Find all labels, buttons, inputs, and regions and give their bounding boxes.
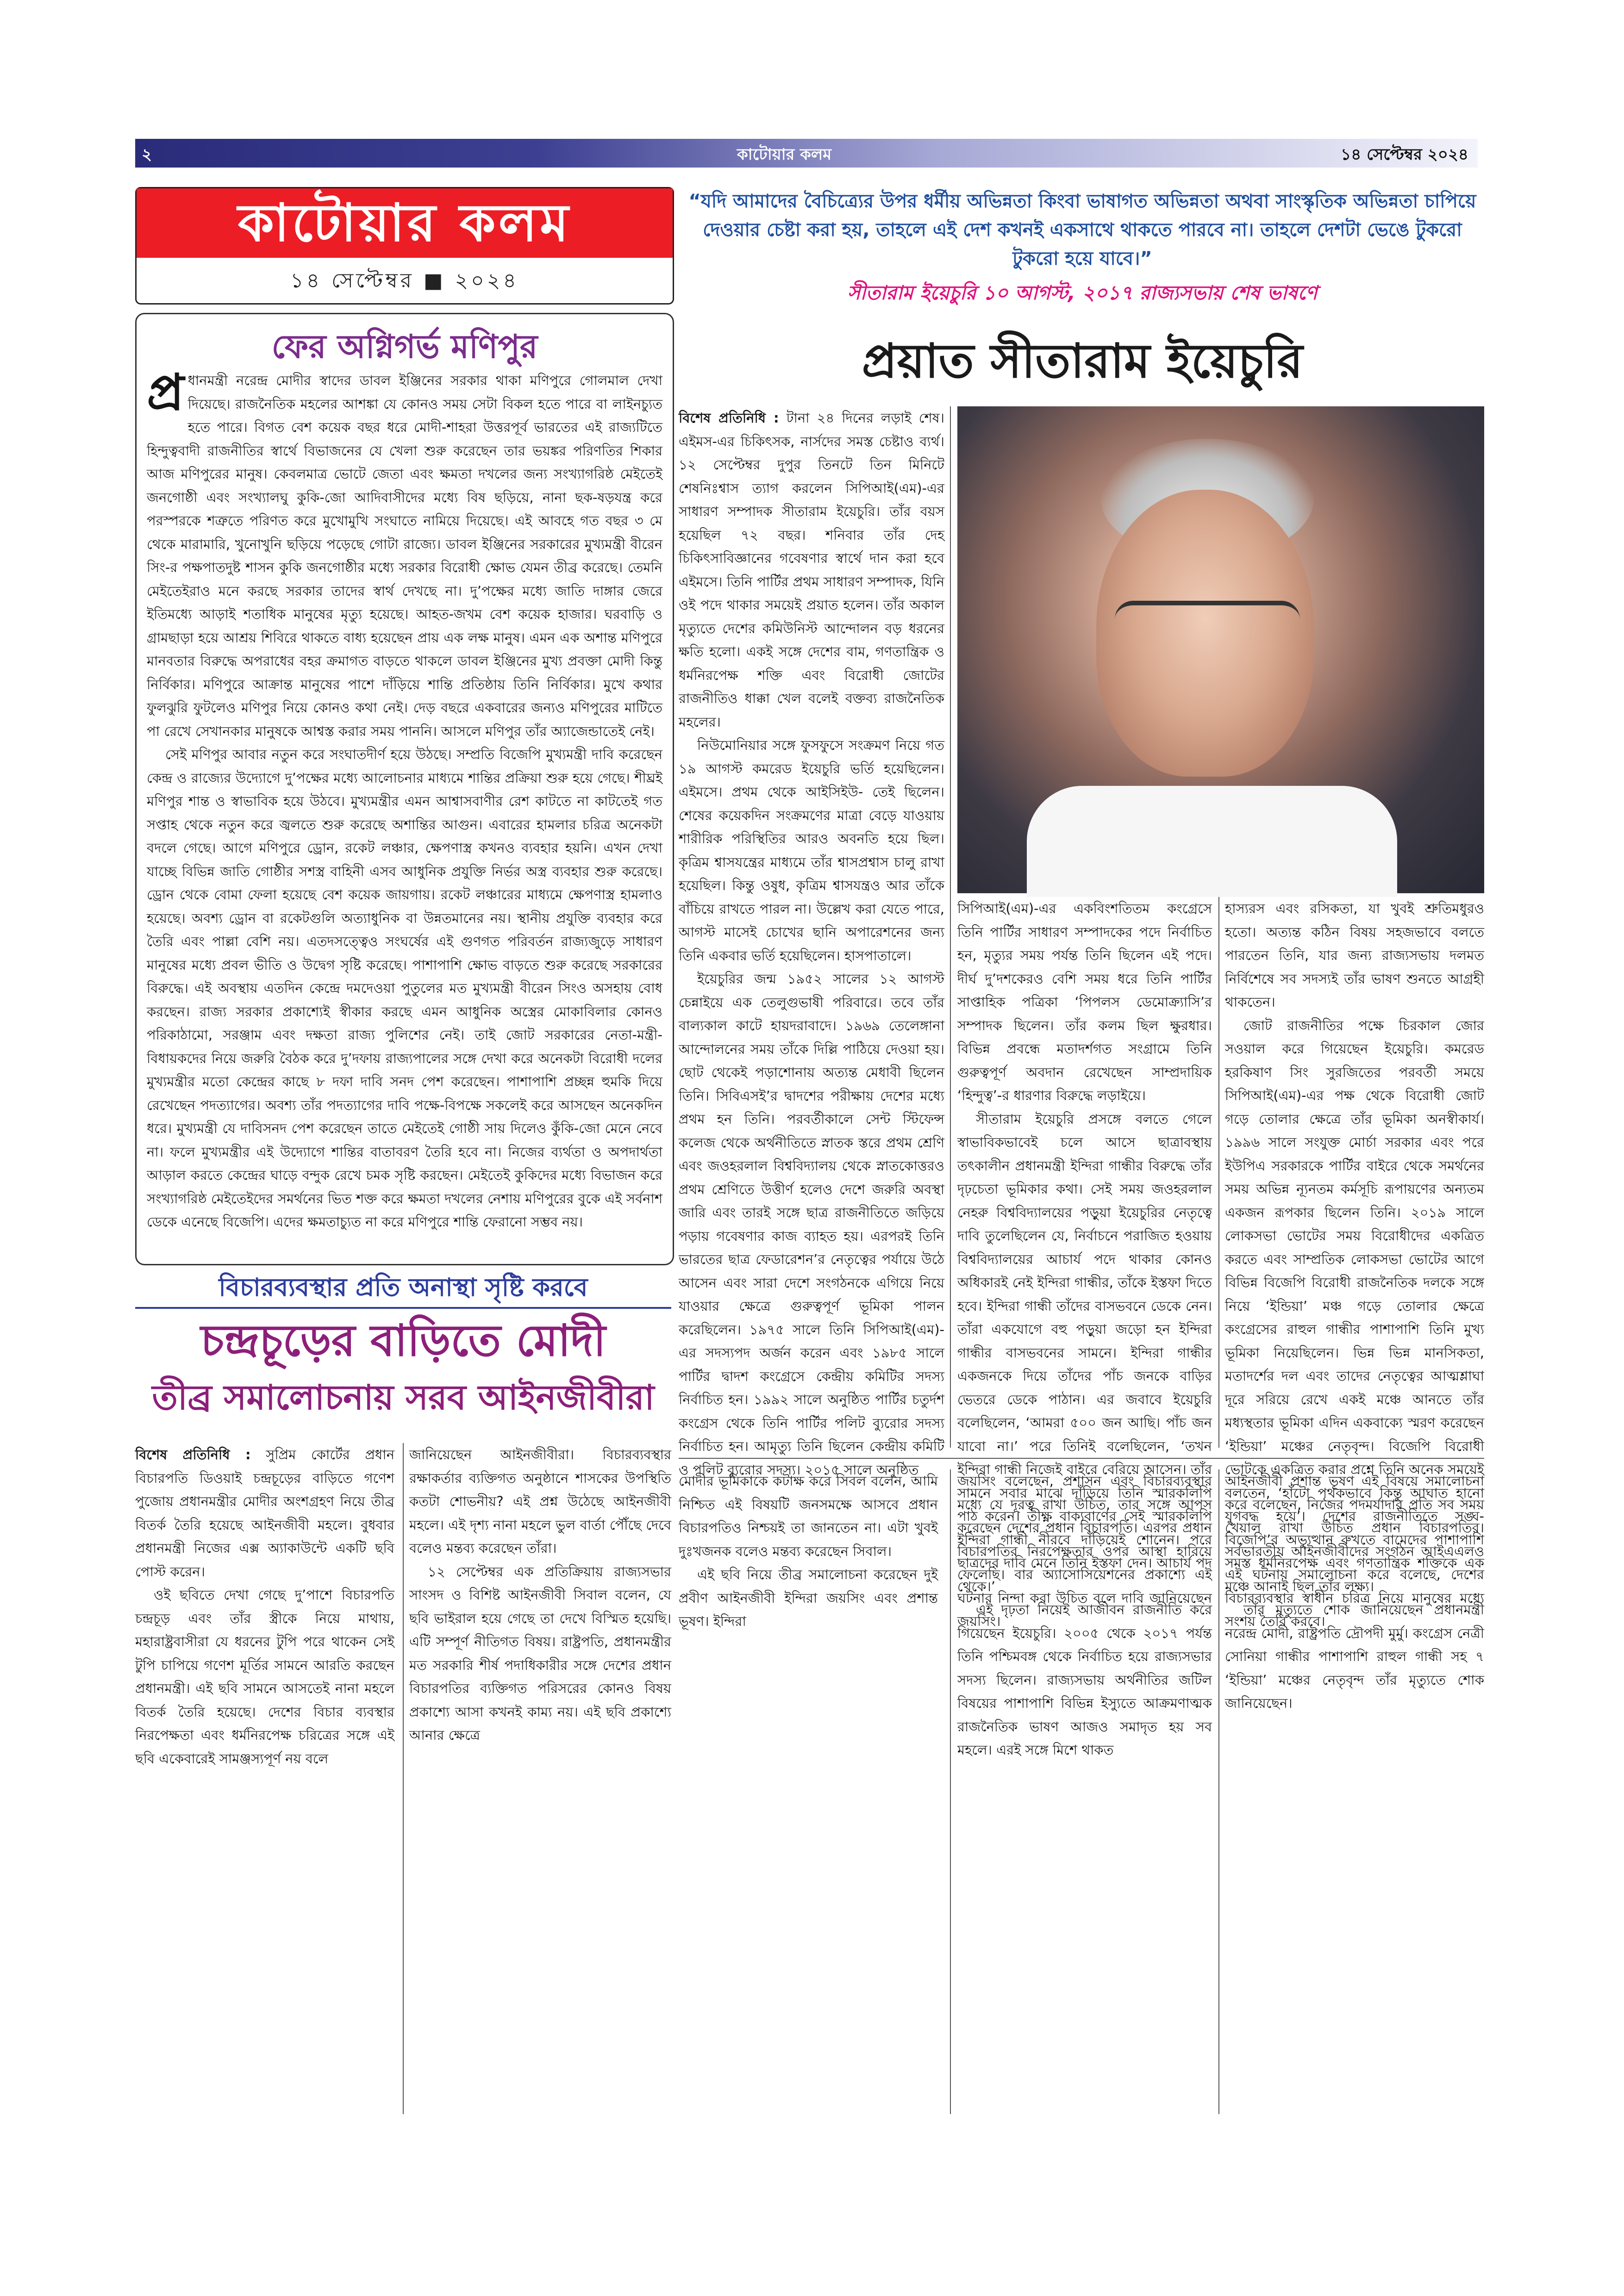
- yechury-byline: বিশেষ প্রতিনিধি :: [679, 410, 779, 426]
- column-rule: [950, 1469, 951, 2114]
- modi-paragraph: মোদীর ভূমিকাকে কটাক্ষ করে সিবল বলেন, আমি নিশ্চিত এই বিষয়টি জনসমক্ষে আসবে প্রধান বিচারপতিও নিশ্চয়ই তা জানতেন না। এটা খুবই দুঃখজনক বলেও মন্তব্য করেছেন সিবাল।: [679, 1473, 938, 1559]
- header-band: [135, 139, 1478, 168]
- quote-attribution: সীতারাম ইয়েচুরি ১০ আগস্ট, ২০১৭ রাজ্যসভায় শেষ ভাষণে: [847, 281, 1318, 304]
- modi-kicker: বিচারব্যবস্থার প্রতি অনাস্থা সৃষ্টি করবে: [219, 1273, 588, 1302]
- editorial-box: [135, 313, 674, 1265]
- editorial-paragraph: সেই মণিপুর আবার নতুন করে সংঘাতদীর্ণ হয়ে উঠছে। সম্প্রতি বিজেপি মুখ্যমন্ত্রী দাবি করেছেন কেন্দ্র ও রাজ্যের উদ্যোগে দু’পক্ষের মধ্যে আলোচনার মাধ্যমে শান্তির প্রক্রিয়া শুরু হয়ে গেছে। শীঘ্রই মণিপুর শান্ত ও স্বাভাবিক হয়ে উঠবে। মুখ্যমন্ত্রীর এমন আশ্বাসবাণীর রেশ কাটতে না কাটতেই গত সপ্তাহ থেকে নতুন করে জ্বলতে শুরু করেছে অশান্তির আগুন। এবারের হামলার চরিত্র অনেকটা বদলে গেছে। আগে মণিপুরে ড্রোন, রকেট লঞ্চার, ক্ষেপণাস্ত্র কখনও ব্যবহার হয়নি। এখন দেখা যাচ্ছে বিভিন্ন জাতি গোষ্ঠীর সশস্ত্র বাহিনী এসব আধুনিক প্রযুক্তি নির্ভর অস্ত্র ব্যবহার শুরু করেছে। ড্রোন থেকে বোমা ফেলা হয়েছে বেশ কয়েক জায়গায়। রকেট লঞ্চারের মাধ্যমে ক্ষেপণাস্ত্র হামলাও হয়েছে। অবশ্য ড্রোন বা রকেটগুলি অত্যাধুনিক বা উন্নতমানের নয়। স্থানীয় প্রযুক্তি ব্যবহার করে তৈরি এবং পাল্লা বেশি নয়। এতদসত্ত্বেও সংঘর্ষের এই গুণগত পরিবর্তন রাজ্যজুড়ে সাধারণ মানুষের মধ্যে প্রবল ভীতি ও উদ্বেগ সৃষ্টি করেছে। পাশাপাশি ক্ষোভ বাড়তে শুরু করেছে সরকারের বিরুদ্ধে। এই অবস্থায় এতদিন কেন্দ্রে দমদেওয়া পুতুলের মত মুখ্যমন্ত্রী বীরেন সিংও অসহায় বোধ করছেন। রাজ্য সরকার প্রকাশ্যেই স্বীকার করছে এমন আধুনিক অস্ত্রের মোকাবিলার কোনও পরিকাঠামো, সরঞ্জাম এবং দক্ষতা রাজ্য পুলিশের নেই। তাই জোট সরকারের নেতা-মন্ত্রী- বিধায়কদের নিয়ে জরুরি বৈঠক করে দু’দফায় রাজ্যপালের সঙ্গে দেখা করে অনেকটা বিরোধী দলের মুখ্যমন্ত্রীর মতো কেন্দ্রের কাছে ৮ দফা দাবি সনদ পেশ করেছেন। পাশাপাশি প্রচ্ছন্ন হুমকি দিয়ে রেখেছেন পদত্যাগের। অবশ্য তাঁর পদত্যাগের দাবি পক্ষে-বিপক্ষে সকলেই করে আসছেন অনেকদিন ধরে। মুখ্যমন্ত্রী যে দাবিসনদ পেশ করেছেন তাতে মেইতেই গোষ্ঠী সায় দিলেও কুঁকি-জো মেনে নেবে না। ফলে মুখ্যমন্ত্রীর এই উদ্যোগে শান্তির বাতাবরণ তৈরি হবে না। নিজের ব্যর্থতা ও অপদার্থতা আড়াল করতে কেন্দ্রের ঘাড়ে বন্দুক রেখে চমক সৃষ্টি করছেন। মেইতেই কুকিদের মধ্যে বিভাজন করে সংখ্যাগরিষ্ঠ মেইতেইদের সমর্থনের ভিত শক্ত করে ক্ষমতা দখলের নেশায় মণিপুরের বুকে এই সর্বনাশ ডেকে এনেছে বিজেপি। এদের ক্ষমতাচ্যুত না করে মণিপুরে শান্তি ফেরানো সম্ভব নয়।: [147, 747, 662, 1230]
- modi-column-1: [135, 1443, 394, 2114]
- modi-paragraph: এই ছবি নিয়ে তীব্র সমালোচনা করেছেন দুই প্রবীণ আইনজীবী ইন্দিরা জয়সিং এবং প্রশান্ত ভূষণ। ইন্দিরা: [679, 1567, 938, 1629]
- modi-paragraph: জয়সিং বলেছেন, প্রশাসন এবং বিচারব্যবস্থার মধ্যে যে দূরত্ব রাখা উচিত, তার সঙ্গে আপস করেছেন দেশের প্রধান বিচারপতি। এরপর প্রধান বিচারপতির নিরপেক্ষতার ওপর আস্থা হারিয়ে ফেলেছি। বার অ্যাসোসিয়েশনের প্রকাশ্যে এই ঘটনার নিন্দা করা উচিত বলে দাবি জানিয়েছেন জয়সিং।: [957, 1473, 1212, 1629]
- yechury-paragraph: বিশেষ প্রতিনিধি : টানা ২৪ দিনের লড়াই শেষ। এইমস-এর চিকিৎসক, নার্সদের সমস্ত চেষ্টাও ব্যর্থ। ১২ সেপ্টেম্বর দুপুর তিনটে তিন মিনিটে শেষনিঃশ্বাস ত্যাগ করলেন সিপিআই(এম)-এর সাধারণ সম্পাদক সীতারাম ইয়েচুরি। তাঁর বয়স হয়েছিল ৭২ বছর। শনিবার তাঁর দেহ চিকিৎসাবিজ্ঞানের গবেষণার স্বার্থে দান করা হবে এইমসে। তিনি পার্টির প্রথম সাধারণ সম্পাদক, যিনি ওই পদে থাকার সময়েই প্রয়াত হলেন। তাঁর অকাল মৃত্যুতে দেশের কমিউনিস্ট আন্দোলন বড় ধরনের ক্ষতি হলো। একই সঙ্গে দেশের বাম, গণতান্ত্রিক ও ধর্মনিরপেক্ষ শক্তি এবং বিরোধী জোটের রাজনীতিও ধাক্কা খেল বলেই বক্তব্য রাজনৈতিক মহলের।: [679, 410, 945, 730]
- header-date: ১৪ সেপ্টেম্বর ২০২৪: [1341, 145, 1468, 164]
- modi-headline: চন্দ্রচূড়ের বাড়িতে মোদী: [200, 1316, 606, 1366]
- editorial-paragraph: প্র ধানমন্ত্রী নরেন্দ্র মোদীর স্বাদের ডাবল ইঞ্জিনের সরকার থাকা মণিপুরে গোলমাল দেখা দিয়েছে। রাজনৈতিক মহলের আশঙ্কা যে কোনও সময় সেটা বিকল হতে পারে বা লাইনচ্যুত হতে পারে। বিগত বেশ কয়েক বছর ধরে মোদী-শাহরা উত্তরপূর্ব ভারতের এই রাজ্যটিতে হিন্দুত্ববাদী রাজনীতির স্বার্থে বিভাজনের যে খেলা শুরু করেছেন তার ভয়ঙ্কর পরিণতির শিকার আজ মণিপুরের মানুষ। কেবলমাত্র ভোটে জেতা এবং ক্ষমতা দখলের জন্য সংখ্যাগরিষ্ঠ মেইতেই জনগোষ্ঠী এবং সংখ্যালঘু কুকি-জো আদিবাসীদের মধ্যে বিষ ছড়িয়ে, নানা ছক-ষড়যন্ত্র করে পরস্পরকে শত্রুতে পরিণত করে মুখোমুখি সংঘাতে নামিয়ে দিয়েছে। এই আবহে গত বছর ৩ মে থেকে মারামারি, খুনোখুনি ছড়িয়ে পড়েছে গোটা রাজ্যে। ডাবল ইঞ্জিনের সরকারের মুখ্যমন্ত্রী বীরেন সিং-র পক্ষপাতদুষ্ট শাসন কুকি জনগোষ্ঠীর মধ্যে সরকার বিরোধী ক্ষোভ যেমন তীব্র করেছে। তেমনি মেইতেইরাও মনে করছে সরকার তাদের স্বার্থ দেখছে না। দু’পক্ষের মধ্যে জাতি দাঙ্গার জেরে ইতিমধ্যে আড়াই শতাধিক মানুষের মৃত্যু হয়েছে। আহত-জখম বেশ কয়েক হাজার। ঘরবাড়ি ও গ্রামছাড়া হয়ে আশ্রয় শিবিরে থাকতে বাধ্য হয়েছেন প্রায় এক লক্ষ মানুষ। এমন এক অশান্ত মণিপুরে মানবতার বিরুদ্ধে অপরাধের বহর ক্রমাগত বাড়তে থাকলে ডাবল ইঞ্জিনের মুখ্য প্রবক্তা মোদী কিন্তু নির্বিকার। মণিপুরে আক্রান্ত মানুষের পাশে দাঁড়িয়ে শান্তি প্রতিষ্ঠায় তিনি নির্বিকার। মুখে কথার ফুলঝুরি ফুটলেও মণিপুর নিয়ে কোনও কথা নেই। দেড় বছরে একবারের জন্যও মণিপুরের মাটিতে পা রেখে সেখানকার মানুষকে আশ্বস্ত করার সময় পাননি। আসলে মণিপুর তাঁর অ্যাজেন্ডাতেই নেই।: [147, 364, 662, 739]
- yechury-column-1: [679, 406, 945, 1478]
- yechury-photo: [957, 406, 1484, 893]
- masthead: [135, 187, 674, 305]
- masthead-date: ১৪ সেপ্টেম্বর ■ ২০২৪: [290, 269, 519, 292]
- modi-paragraph: ওই ছবিতে দেখা গেছে দু’পাশে বিচারপতি চন্দ্রচূড় এবং তাঁর স্ত্রীকে নিয়ে মাথায়, মহারাষ্ট্রবাসীরা যে ধরনের টুপি পরে থাকেন সেই টুপি চাপিয়ে গণেশ মূর্তির সামনে আরতি করছেন প্রধানমন্ত্রী। এই ছবি সামনে আসতেই নানা মহলে বিতর্ক তৈরি হয়েছে। দেশের বিচার ব্যবস্থার নিরপেক্ষতা এবং ধর্মনিরপেক্ষ চরিত্রের সঙ্গে এই ছবি একেবারেই সামঞ্জস্যপূর্ণ নয় বলে: [135, 1587, 394, 1767]
- modi-paragraph: আইনজীবী প্রশান্ত ভূষণ এই বিষয়ে সমালোচনা করে বলেছেন, নিজের পদমর্যাদার প্রতি সব সময় খেয়াল রাখা উচিত প্রধান বিচারপতির। সর্বভারতীয় আইনজীবীদের সংগঠন আইএএলও এই ঘটনায় সমালোচনা করে বলেছে, দেশের বিচারব্যবস্থার স্বাধীন চরিত্র নিয়ে মানুষের মধ্যে সংশয় তৈরি করবে।: [1225, 1473, 1484, 1629]
- modi-column-5: [1225, 1469, 1484, 2114]
- column-rule: [1218, 897, 1219, 1448]
- yechury-paragraph: নিউমোনিয়ার সঙ্গে ফুসফুসে সংক্রমণ নিয়ে গত ১৯ আগস্ট কমরেড ইয়েচুরি ভর্তি হয়েছিলেন। এইমসে। প্রথম থেকে আইসিইউ- তেই ছিলেন। শেষের কয়েকদিন সংক্রমণের মাত্রা বেড়ে যাওয়ায় শারীরিক পরিস্থিতির আরও অবনতি হয়ে ছিল। কৃত্রিম শ্বাসযন্ত্রের মাধ্যমে তাঁর শ্বাসপ্রশ্বাস চালু রাখা হয়েছিল। কিন্তু ওষুধ, কৃত্রিম শ্বাসযন্ত্রও আর তাঁকে বাঁচিয়ে রাখতে পারল না। উল্লেখ করা যেতে পারে, আগস্ট মাসেই চোখের ছানি অপারেশনের জন্য তিনি একবার ভর্তি হয়েছিলেন। হাসপাতালে।: [679, 737, 944, 964]
- quote-box: [681, 187, 1484, 326]
- yechury-paragraph: এই দৃঢ়তা নিয়েই আজীবন রাজনীতি করে গিয়েছেন ইয়েচুরি। ২০০৫ থেকে ২০১৭ পর্যন্ত তিনি পশ্চিমবঙ্গ থেকে নির্বাচিত হয়ে রাজ্যসভার সদস্য ছিলেন। রাজ্যসভায় অর্থনীতির জটিল বিষয়ের পাশাপাশি বিভিন্ন ইস্যুতে আক্রমণাত্মক রাজনৈতিক ভাষণ আজও সমাদৃত হয় সব মহলে। এরই সঙ্গে মিশে থাকত: [957, 1602, 1212, 1758]
- column-rule: [1218, 1469, 1219, 2114]
- modi-byline: বিশেষ প্রতিনিধি :: [135, 1447, 251, 1462]
- modi-column-2: [409, 1443, 671, 2114]
- modi-column-3: [679, 1469, 938, 2114]
- editorial-dropcap: প্র: [147, 364, 184, 422]
- editorial-body: [147, 364, 662, 1253]
- header-paper-name: কাটোয়ার কলম: [737, 145, 832, 164]
- modi-column-4: [957, 1469, 1212, 2114]
- quote-text: “যদি আমাদের বৈচিত্র্যের উপর ধর্মীয় অভিন্নতা কিংবা ভাষাগত অভিন্নতা অথবা সাংস্কৃতিক অভিন্নতা চাপিয়ে দেওয়ার চেষ্টা করা হয়, তাহলে এই দেশ কখনই একসাথে থাকতে পারবে না। তাহলে দেশটা ভেঙে টুকরো টুকরো হয়ে যাবে।”: [688, 191, 1476, 269]
- yechury-paragraph: তাঁর মৃত্যুতে শোক জানিয়েছেন প্রধানমন্ত্রী নরেন্দ্র মোদী, রাষ্ট্রপতি দ্রৌপদী মুর্মু। কংগ্রেস নেত্রী সোনিয়া গান্ধীর পাশাপাশি রাহুল গান্ধী সহ ৭ ‘ইন্ডিয়া’ মঞ্চের নেতৃবৃন্দ তাঁর মৃত্যুতে শোক জানিয়েছেন।: [1225, 1602, 1484, 1711]
- modi-paragraph: জানিয়েছেন আইনজীবীরা। বিচারব্যবস্থার রক্ষাকর্তার ব্যক্তিগত অনুষ্ঠানে শাসকের উপস্থিতি কতটা শোভনীয়? এই প্রশ্ন উঠেছে আইনজীবী মহলে। এই দৃশ্য নানা মহলে ভুল বার্তা পৌঁছে দেবে বলেও মন্তব্য করেছেন তাঁরা।: [409, 1447, 671, 1556]
- yechury-paragraph: জোট রাজনীতির পক্ষে চিরকাল জোর সওয়াল করে গিয়েছেন ইয়েচুরি। কমরেড হরকিষাণ সিং সুরজিতের পরবর্তী সময়ে সিপিআই(এম)-এর পক্ষ থেকে বিরোধী জোট গড়ে তোলার ক্ষেত্রে তাঁর ভূমিকা অনস্বীকার্য। ১৯৯৬ সালে সংযুক্ত মোর্চা সরকার এবং পরে ইউপিএ সরকারকে পার্টির বাইরে থেকে সমর্থনের সময় অভিন্ন ন্যূনতম কর্মসূচি রূপায়ণের অন্যতম একজন রূপকার ছিলেন তিনি। ২০১৯ সালে লোকসভা ভোটের সময় বিরোধীদের একত্রিত করতে এবং সাম্প্রতিক লোকসভা ভোটের আগে বিভিন্ন বিজেপি বিরোধী রাজনৈতিক দলকে সঙ্গে নিয়ে ‘ইন্ডিয়া’ মঞ্চ গড়ে তোলার ক্ষেত্রে কংগ্রেসের রাহুল গান্ধীর পাশাপাশি তিনি মুখ্য ভূমিকা নিয়েছিলেন। ভিন্ন ভিন্ন মানসিকতা, মতাদর্শের দল এবং তাদের নেতৃত্বের আত্মশ্লাঘা দূরে সরিয়ে রেখে একই মঞ্চে আনতে তাঁর মধ্যস্থতার ভূমিকা এদিন একবাক্যে স্মরণ করেছেন ‘ইন্ডিয়া’ মঞ্চের নেতৃবৃন্দ। বিজেপি বিরোধী ভোটকে একত্রিত করার প্রশ্নে তিনি অনেক সময়েই বলতেন, ‘হাঁটো পৃথকভাবে কিন্তু আঘাত হানো যুগবদ্ধ হয়ে’। দেশের রাজনীতিতে সঙ্ঘ-বিজেপি’র অভ্যুত্থান রুখতে বামেদের পাশাপাশি সমস্ত ধর্মনিরপেক্ষ এবং গণতান্ত্রিক শক্তিকে এক মঞ্চে আনাই ছিল তাঁর লক্ষ্য।: [1225, 1017, 1484, 1594]
- modi-paragraph: ১২ সেপ্টেম্বর এক প্রতিক্রিয়ায় রাজ্যসভার সাংসদ ও বিশিষ্ট আইনজীবী সিবাল বলেন, যে ছবি ভাইরাল হয়ে গেছে তা দেখে বিস্মিত হয়েছি। এটি সম্পূর্ণ নীতিগত বিষয়। রাষ্ট্রপতি, প্রধানমন্ত্রীর মত সরকারি শীর্ষ পদাধিকারীর সঙ্গে দেশের প্রধান বিচারপতির ব্যক্তিগত পরিসরের কোনও বিষয় প্রকাশ্যে আসা কখনই কাম্য নয়। এই ছবি প্রকাশ্যে আনার ক্ষেত্রে: [409, 1563, 671, 1743]
- masthead-title: কাটোয়ার কলম: [137, 188, 673, 258]
- yechury-paragraph: ইয়েচুরির জন্ম ১৯৫২ সালের ১২ আগস্ট চেন্নাইয়ে এক তেলুগুভাষী পরিবারে। তবে তাঁর বাল্যকাল কাটে হায়দরাবাদে। ১৯৬৯ তেলেঙ্গানা আন্দোলনের সময় তাঁকে দিল্লি পাঠিয়ে দেওয়া হয়। ছোট থেকেই পড়াশোনায় অত্যন্ত মেধাবী ছিলেন তিনি। সিবিএসই’র দ্বাদশের পরীক্ষায় দেশের মধ্যে প্রথম হন তিনি। পরবর্তীকালে সেন্ট স্টিফেন্স কলেজ থেকে অর্থনীতিতে স্নাতক স্তরে প্রথম শ্রেণি এবং জওহরলাল বিশ্ববিদ্যালয় থেকে স্নাতকোত্তরও প্রথম শ্রেণিতে উত্তীর্ণ হলেও দেশে জরুরি অবস্থা জারি এবং তারই সঙ্গে ছাত্র রাজনীতিতে জড়িয়ে পড়ায় গবেষণার কাজ ব্যাহত হয়। এরপরই তিনি ভারতের ছাত্র ফেডারেশন’র নেতৃত্বের পর্যায়ে উঠে আসেন এবং সারা দেশে সংগঠনকে এগিয়ে নিয়ে যাওয়ার ক্ষেত্রে গুরুত্বপূর্ণ ভূমিকা পালন করেছিলেন। ১৯৭৫ সালে তিনি সিপিআই(এম)-এর সদস্যপদ অর্জন করেন এবং ১৯৮৫ সালে পার্টির দ্বাদশ কংগ্রেসে কেন্দ্রীয় কমিটির সদস্য নির্বাচিত হন। ১৯৯২ সালে অনুষ্ঠিত পার্টির চতুর্দশ কংগ্রেস থেকে তিনি পার্টির পলিট ব্যুরোর সদস্য নির্বাচিত হন। আমৃত্যু তিনি ছিলেন কেন্দ্রীয় কমিটি ও পলিট ব্যুরোর সদস্য। ২০১৫ সালে অনুষ্ঠিত: [679, 971, 944, 1478]
- editorial-title: ফের অগ্নিগর্ভ মণিপুর: [271, 328, 538, 366]
- column-rule: [950, 406, 951, 1448]
- modi-paragraph: বিশেষ প্রতিনিধি : সুপ্রিম কোর্টের প্রধান বিচারপতি ডিওয়াই চন্দ্রচূড়ের বাড়িতে গণেশ পুজোয় প্রধানমন্ত্রীর মোদীর অংশগ্রহণ নিয়ে তীব্র বিতর্ক তৈরি হয়েছে আইনজীবী মহলে। বুধবার প্রধানমন্ত্রী নিজের এক্স অ্যাকাউন্টে একটি ছবি পোস্ট করেন।: [135, 1447, 395, 1580]
- photo-shirt-shape: [1027, 786, 1397, 897]
- column-rule: [403, 1443, 404, 2114]
- modi-subheadline: তীব্র সমালোচনায় সরব আইনজীবীরা: [152, 1378, 655, 1418]
- page-number: ২: [142, 145, 152, 164]
- photo-glasses-shape: [1115, 601, 1300, 647]
- yechury-paragraph: হাস্যরস এবং রসিকতা, যা খুবই শ্রুতিমধুরও হতো। অত্যন্ত কঠিন বিষয় সহজভাবে বলতে পারতেন তিনি, যার জন্য রাজ্যসভায় দলমত নির্বিশেষে সব সদস্যই তাঁর ভাষণ শুনতে আগ্রহী থাকতেন।: [1225, 901, 1484, 1010]
- yechury-paragraph: সীতারাম ইয়েচুরি প্রসঙ্গে বলতে গেলে স্বাভাবিকভাবেই চলে আসে ছাত্রাবস্থায় তৎকালীন প্রধানমন্ত্রী ইন্দিরা গান্ধীর বিরুদ্ধে তাঁর দৃঢ়চেতা ভূমিকার কথা। সেই সময় জওহরলাল নেহরু বিশ্ববিদ্যালয়ের পড়ুয়া ইয়েচুরির নেতৃত্বে দাবি তুলেছিলেন যে, নির্বাচনে পরাজিত হওয়ায় বিশ্ববিদ্যালয়ের আচার্য পদে থাকার কোনও অধিকারই নেই ইন্দিরা গান্ধীর, তাঁকে ইস্তফা দিতে হবে। ইন্দিরা গান্ধী তাঁদের বাসভবনে ডেকে নেন। তাঁরা একযোগে বহু পড়ুয়া জড়ো হন ইন্দিরা গান্ধীর বাসভবনের সামনে। ইন্দিরা গান্ধীর একজনকে দিয়ে তাঁদের পাঁচ জনকে বাড়ির ভেতরে ডেকে পাঠান। এর জবাবে ইয়েচুরি বলেছিলেন, ‘আমরা ৫০০ জন আছি। পাঁচ জন যাবো না।’ পরে তিনিই বলেছিলেন, ‘তখন ইন্দিরা গান্ধী নিজেই বাইরে বেরিয়ে আসেন। তাঁর সামনে সবার মাঝে দাঁড়িয়ে তিনি স্মারকলিপি পাঠ করেন। তীক্ষ্ণ বাক্যবাণের সেই স্মারকলিপি ইন্দিরা গান্ধী নীরবে দাঁড়িয়েই শোনেন। পরে ছাত্রদের দাবি মেনে তিনি ইস্তফা দেন। আচার্য পদ থেকে।’: [957, 1111, 1212, 1594]
- yechury-headline: প্রয়াত সীতারাম ইয়েচুরি: [862, 334, 1303, 389]
- yechury-paragraph: সিপিআই(এম)-এর একবিংশতিতম কংগ্রেসে তিনি পার্টির সাধারণ সম্পাদকের পদে নির্বাচিত হন, মৃত্যুর সময় পর্যন্ত তিনি ছিলেন এই পদে। দীর্ঘ দু’দশকেরও বেশি সময় ধরে তিনি পার্টির সাপ্তাহিক পত্রিকা ‘পিপলস ডেমোক্র্যাসি’র সম্পাদক ছিলেন। তাঁর কলম ছিল ক্ষুরধার। বিভিন্ন প্রবন্ধে মতাদর্শগত সংগ্রামে তিনি গুরুত্বপূর্ণ অবদান রেখেছেন সাম্প্রদায়িক ‘হিন্দুত্ব’-র ধারণার বিরুদ্ধে লড়াইয়ে।: [957, 901, 1212, 1103]
- modi-kicker-rule: [135, 1307, 671, 1309]
